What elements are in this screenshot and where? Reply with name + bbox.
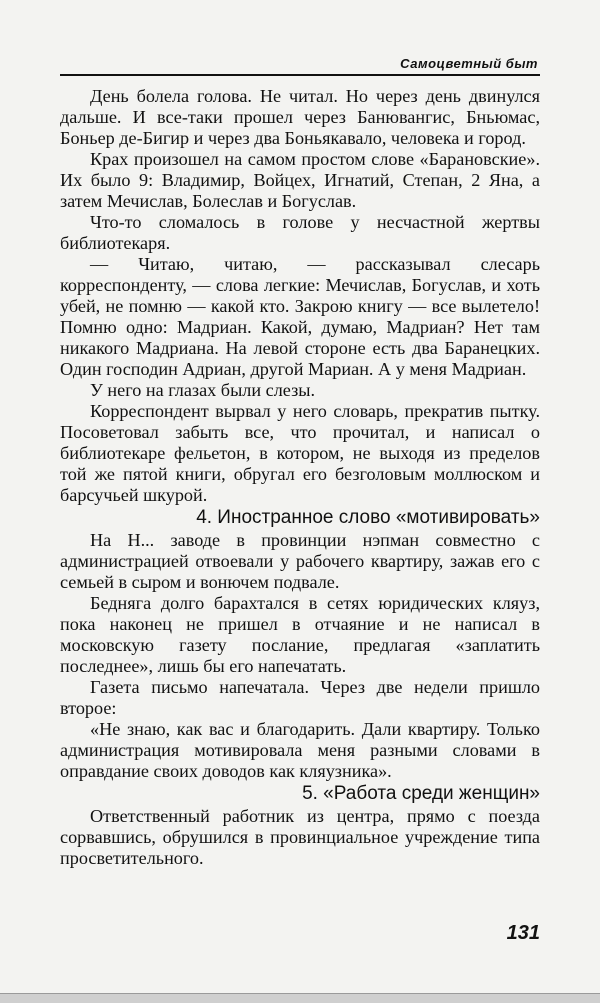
running-header: Самоцветный быт <box>400 56 538 71</box>
header-rule <box>60 74 540 76</box>
paragraph: Газета письмо напечатала. Через две недели пришло второе: <box>60 677 540 718</box>
paragraph: Что-то сломалось в голове у несчастной жертвы библиотекаря. <box>60 212 540 253</box>
paragraph: «Не знаю, как вас и благодарить. Дали квартиру. Только администрация мотивировала меня разными словами в оправдание своих доводов как кляузника». <box>60 719 540 781</box>
paragraph: У него на глазах были слезы. <box>90 380 316 400</box>
page-number: 131 <box>506 922 540 944</box>
paragraph: — Читаю, читаю, — рассказывал слесарь корреспонденту, — слова легкие: Мечислав, Богуслав, и хоть убей, не помню — какой кто. Закрою книгу — все вылетело! Помню одно: Мадриан. Какой, думаю, Мадриан? Нет там никакого Мадриана. На левой стороне есть два Баранецких. Один господин Адриан, другой Мариан. А у меня Мадриан. <box>60 254 540 379</box>
paragraph: День болела голова. Не читал. Но через день двинулся дальше. И все-таки прошел через Банювангис, Бньюмас, Боньер де-Бигир и через два Боньякавало, человека и город. <box>60 86 540 148</box>
paragraph: Корреспондент вырвал у него словарь, прекратив пытку. Посоветовал забыть все, что прочитал, и написал о библиотекаре фельетон, в котором, не выходя из пределов той же пятой книги, обругал его безголовым моллюском и барсучьей шкурой. <box>60 401 540 505</box>
section-heading: 4. Иностранное слово «мотивировать» <box>196 507 540 528</box>
body-text <box>60 86 540 869</box>
paragraph: Бедняга долго барахтался в сетях юридических кляуз, пока наконец не пришел в отчаяние и не написал в московскую газету послание, предлагая «заплатить последнее», лишь бы его напечатать. <box>60 593 540 676</box>
paragraph: Ответственный работник из центра, прямо с поезда сорвавшись, обрушился в провинциальное учреждение типа просветительного. <box>60 806 540 868</box>
paragraph: Крах произошел на самом простом слове «Барановские». Их было 9: Владимир, Войцех, Игнатий, Степан, 2 Яна, а затем Мечислав, Болеслав и Богуслав. <box>60 149 540 211</box>
paragraph: На Н... заводе в провинции нэпман совместно с администрацией отвоевали у рабочего квартиру, зажав его с семьей в сыром и вонючем подвале. <box>60 530 540 592</box>
section-heading: 5. «Работа среди женщин» <box>302 783 540 804</box>
